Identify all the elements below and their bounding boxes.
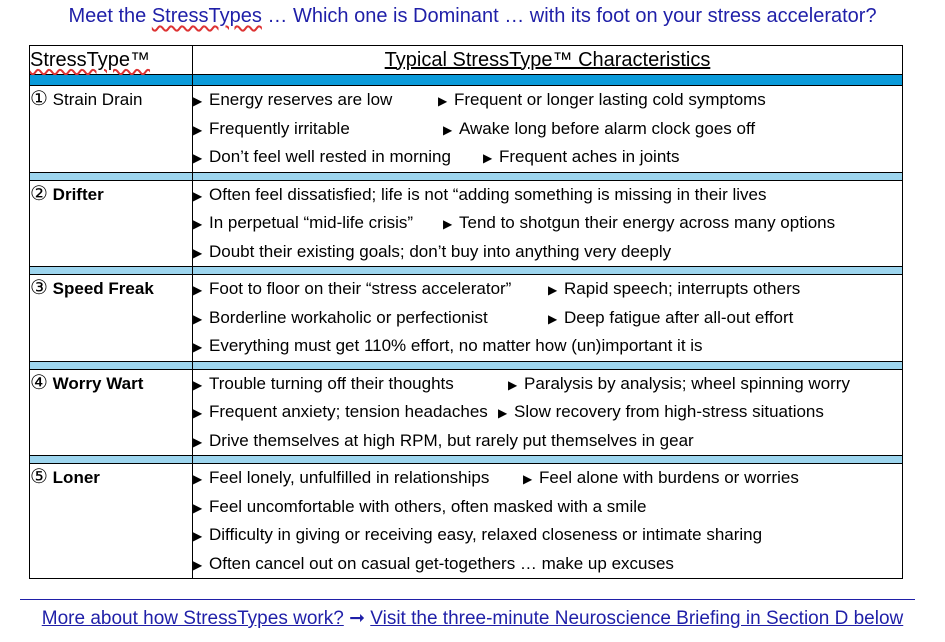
bullet-arrow-icon: ▶ <box>498 406 508 420</box>
title-stresstypes: StressTypes <box>151 5 262 27</box>
bullet-item <box>193 308 488 328</box>
characteristics-cell <box>193 275 903 362</box>
row-separator <box>30 361 903 369</box>
bullet-text: Energy reserves are low <box>209 90 393 109</box>
bullet-arrow-icon: ▶ <box>548 283 558 297</box>
neuroscience-briefing-link[interactable]: Visit the three-minute Neuroscience Briefing in Section D below <box>370 608 904 629</box>
bullet-item <box>193 90 392 110</box>
bullet-text: Frequent or longer lasting cold symptoms <box>454 90 766 109</box>
characteristic-line <box>193 370 902 399</box>
bullet-arrow-icon: ▶ <box>193 217 203 231</box>
bullet-item <box>508 374 850 394</box>
divider <box>20 599 915 600</box>
characteristics-cell <box>193 369 903 456</box>
bullet-text: Don’t feel well rested in morning <box>209 147 451 166</box>
bullet-arrow-icon: ▶ <box>508 377 518 392</box>
bullet-arrow-icon: ▶ <box>193 500 203 515</box>
characteristic-line <box>193 209 902 238</box>
characteristic-line <box>193 115 902 144</box>
characteristic-line <box>193 304 902 333</box>
bullet-item <box>193 213 413 233</box>
bullet-arrow-icon: ▶ <box>548 311 558 326</box>
bullet-arrow-icon: ▶ <box>193 245 203 260</box>
bullet-text: Borderline workaholic or perfectionist <box>209 307 488 327</box>
footer <box>0 607 945 630</box>
bullet-text: Foot to floor on their “stress accelerator” <box>209 279 512 298</box>
characteristic-line <box>193 143 902 172</box>
stresstype-cell <box>30 86 193 173</box>
column-header-stresstype: StressType™ <box>30 46 193 75</box>
table-row <box>30 275 903 362</box>
bullet-arrow-icon: ▶ <box>523 472 533 486</box>
stresstype-name: Strain Drain <box>52 90 143 109</box>
arrow-icon: ➞ <box>349 608 365 629</box>
bullet-arrow-icon: ▶ <box>193 188 203 203</box>
bullet-text: Frequent aches in joints <box>499 147 680 166</box>
stresstype-cell <box>30 180 193 267</box>
row-separator <box>30 172 903 180</box>
stresstype-number: ① <box>30 88 48 110</box>
table-body <box>30 75 903 579</box>
stresstype-number: ④ <box>30 371 48 394</box>
bullet-arrow-icon: ▶ <box>438 94 448 108</box>
row-separator <box>30 75 903 86</box>
bullet-item <box>438 90 766 110</box>
stresstype-number: ② <box>30 182 48 205</box>
characteristics-cell <box>193 86 903 173</box>
stresstype-name: Worry Wart <box>52 373 144 393</box>
page-title <box>0 5 945 28</box>
bullet-text: Often cancel out on casual get-togethers … make up excuses <box>209 553 674 573</box>
bullet-arrow-icon: ▶ <box>483 151 493 165</box>
characteristic-line <box>193 427 902 456</box>
bullet-arrow-icon: ▶ <box>193 557 203 572</box>
bullet-item <box>443 119 755 139</box>
bullet-text: Frequently irritable <box>209 118 350 138</box>
bullet-text: Frequent anxiety; tension headaches <box>209 402 488 421</box>
bullet-item <box>443 213 835 233</box>
bullet-text: Awake long before alarm clock goes off <box>459 118 756 138</box>
characteristic-line <box>193 398 902 427</box>
characteristics-cell <box>193 180 903 267</box>
bullet-item <box>483 147 680 167</box>
bullet-text: Feel lonely, unfulfilled in relationships <box>209 468 490 487</box>
bullet-arrow-icon: ▶ <box>193 529 203 543</box>
characteristic-line <box>193 493 902 522</box>
bullet-text: Deep fatigue after all-out effort <box>564 307 794 327</box>
bullet-arrow-icon: ▶ <box>193 340 203 354</box>
bullet-item <box>193 242 671 262</box>
bullet-item <box>548 279 800 299</box>
table-header-row <box>30 46 903 75</box>
characteristic-line <box>193 332 902 361</box>
bullet-text: Feel uncomfortable with others, often masked with a smile <box>209 496 647 516</box>
bullet-text: Trouble turning off their thoughts <box>209 373 454 393</box>
stresstype-cell <box>30 464 193 579</box>
bullet-item <box>193 468 489 488</box>
stresstype-name: Loner <box>52 468 100 487</box>
stresstype-number: ③ <box>30 277 48 299</box>
bullet-item <box>193 185 766 205</box>
bullet-arrow-icon: ▶ <box>443 122 453 137</box>
characteristic-line <box>193 275 902 304</box>
bullet-arrow-icon: ▶ <box>193 283 203 297</box>
table-row <box>30 86 903 173</box>
bullet-item <box>193 497 646 517</box>
bullet-item <box>193 554 674 574</box>
bullet-item <box>193 525 762 545</box>
row-separator <box>30 267 903 275</box>
table-row <box>30 369 903 456</box>
characteristic-line <box>193 521 902 550</box>
bullet-item <box>523 468 799 488</box>
stresstype-cell <box>30 369 193 456</box>
bullet-item <box>193 119 350 139</box>
characteristic-line <box>193 550 902 579</box>
characteristic-line <box>193 181 902 210</box>
bullet-arrow-icon: ▶ <box>193 122 203 137</box>
column-header-characteristics: Typical StressType™ Characteristics <box>193 46 903 75</box>
characteristic-line <box>193 86 902 115</box>
bullet-arrow-icon: ▶ <box>193 94 203 108</box>
characteristic-line <box>193 238 902 267</box>
bullet-arrow-icon: ▶ <box>193 472 203 486</box>
bullet-arrow-icon: ▶ <box>193 311 203 326</box>
bullet-item <box>193 279 511 299</box>
bullet-item <box>548 308 793 328</box>
bullet-arrow-icon: ▶ <box>443 217 453 231</box>
bullet-text: Everything must get 110% effort, no matter how (un)important it is <box>209 336 703 355</box>
stresstype-table <box>29 45 903 579</box>
bullet-item <box>193 402 488 422</box>
bullet-arrow-icon: ▶ <box>193 406 203 420</box>
row-separator <box>30 456 903 464</box>
more-about-link[interactable]: More about how StressTypes work? <box>41 608 344 629</box>
table-row <box>30 464 903 579</box>
bullet-text: Doubt their existing goals; don’t buy into anything very deeply <box>209 241 672 261</box>
bullet-item <box>193 147 451 167</box>
bullet-arrow-icon: ▶ <box>193 377 203 392</box>
table-row <box>30 180 903 267</box>
bullet-item <box>193 336 703 356</box>
stresstype-cell <box>30 275 193 362</box>
bullet-text: Drive themselves at high RPM, but rarely put themselves in gear <box>209 430 694 450</box>
bullet-text: Feel alone with burdens or worries <box>539 468 799 487</box>
bullet-text: Difficulty in giving or receiving easy, relaxed closeness or intimate sharing <box>209 525 763 544</box>
bullet-arrow-icon: ▶ <box>193 434 203 449</box>
title-post: … Which one is Dominant … with its foot on your stress accelerator? <box>261 5 877 27</box>
bullet-arrow-icon: ▶ <box>193 151 203 165</box>
stresstype-name: Drifter <box>52 184 104 204</box>
bullet-text: Rapid speech; interrupts others <box>564 279 801 298</box>
bullet-text: In perpetual “mid-life crisis” <box>209 213 414 232</box>
bullet-text: Often feel dissatisfied; life is not “adding something is missing in their lives <box>209 184 767 204</box>
characteristics-cell <box>193 464 903 579</box>
bullet-text: Tend to shotgun their energy across many options <box>459 213 836 232</box>
bullet-text: Paralysis by analysis; wheel spinning worry <box>524 373 850 393</box>
bullet-text: Slow recovery from high-stress situations <box>514 402 824 421</box>
stresstype-number: ⑤ <box>30 466 48 488</box>
characteristic-line <box>193 464 902 493</box>
title-pre: Meet the <box>68 5 152 27</box>
bullet-item <box>193 431 694 451</box>
bullet-item <box>498 402 824 422</box>
stresstype-name: Speed Freak <box>52 279 154 298</box>
bullet-item <box>193 374 454 394</box>
